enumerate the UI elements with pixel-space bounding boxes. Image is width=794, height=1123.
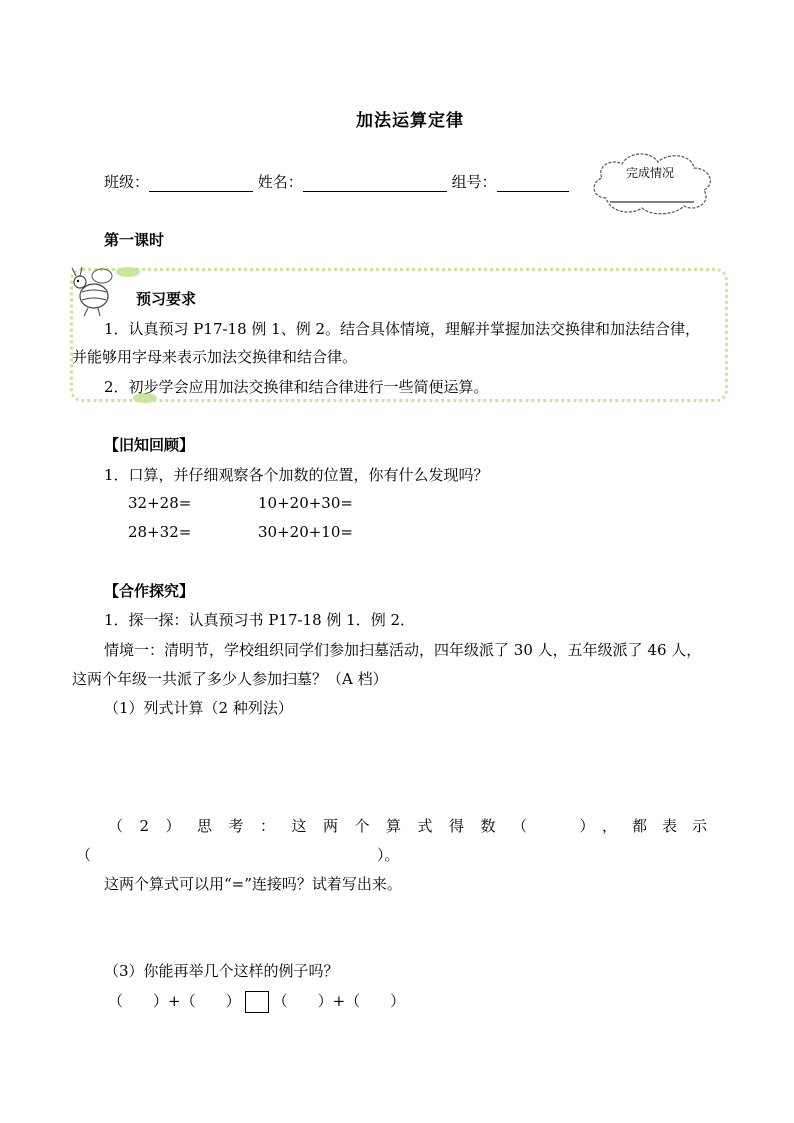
header-fields xyxy=(104,171,569,192)
review-heading: 【旧知回顾】 xyxy=(104,436,195,454)
preview-item-2: 2．初步学会应用加法交换律和结合律进行一些简便运算。 xyxy=(104,378,489,396)
template-left: （ ）+（ ） xyxy=(108,992,241,1010)
review-question-1: 1．口算，并仔细观察各个加数的位置，你有什么发现吗？ xyxy=(104,466,489,484)
completion-cloud xyxy=(588,150,718,216)
group-blank[interactable] xyxy=(497,177,569,192)
preview-item-1-line-2: 并能够用字母来表示加法交换律和结合律。 xyxy=(72,348,358,366)
sub-question-3: （3）你能再举几个这样的例子吗？ xyxy=(104,962,339,980)
explore-question-1: 1．探一探：认真预习书 P17-18 例 1．例 2． xyxy=(104,611,416,629)
sub-question-2-tail: ），都表示 xyxy=(579,817,722,835)
bee-icon xyxy=(68,262,146,320)
review-equation-2: 10+20+30= xyxy=(258,494,353,512)
scenario-line-2: 这两个年级一共派了多少人参加扫墓？（A 档） xyxy=(72,670,388,688)
paren-close: ）。 xyxy=(377,846,400,864)
template-right: （ ）+（ ） xyxy=(272,992,406,1010)
explore-heading: 【合作探究】 xyxy=(104,582,195,600)
class-blank[interactable] xyxy=(149,177,253,192)
review-equation-3: 28+32= xyxy=(128,523,192,541)
name-blank[interactable] xyxy=(303,177,447,192)
sub-question-2-line-1 xyxy=(108,815,722,836)
preview-item-1-line-1: 1．认真预习 P17-18 例 1、例 2。结合具体情境，理解并掌握加法交换律和加法结合律， xyxy=(104,320,701,338)
review-equation-1: 32+28= xyxy=(128,494,192,512)
review-equation-4: 30+20+10= xyxy=(258,523,353,541)
connect-question: 这两个算式可以用“=”连接吗？试着写出来。 xyxy=(104,875,402,893)
sub-question-2-line-2 xyxy=(76,844,400,865)
example-template xyxy=(108,990,405,1013)
operator-box[interactable] xyxy=(245,991,269,1013)
sub-question-1: （1）列式计算（2 种列法） xyxy=(104,699,293,717)
sub-question-2-text: （2）思考：这两个算式得数（ xyxy=(108,817,544,835)
preview-heading: 预习要求 xyxy=(136,290,197,308)
class-label: 班级： xyxy=(104,173,150,191)
name-label: 姓名： xyxy=(257,173,303,191)
paren-open: （ xyxy=(76,846,92,864)
page-title: 加法运算定律 xyxy=(356,111,464,131)
scenario-line-1: 情境一：清明节，学校组织同学们参加扫墓活动，四年级派了 30 人，五年级派了 46 人， xyxy=(104,641,702,659)
lesson-heading: 第一课时 xyxy=(104,231,165,249)
cloud-label: 完成情况 xyxy=(626,166,675,180)
group-label: 组号： xyxy=(451,173,497,191)
